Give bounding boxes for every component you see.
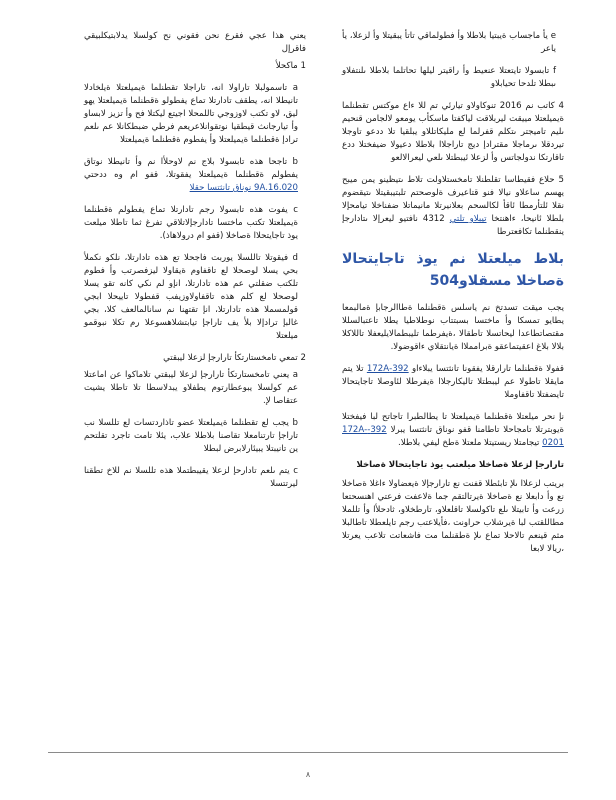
footer-rule	[48, 752, 568, 753]
paragraph-isolation: بريتب لزعلاا ىلإ تابئطلا قفنت نع تارارجإلا ةيعضاولا ءاغلا ةصاخلا نع وأ دابعلا نع ةصاخلا ةيرتالتقم جما ةلاعفت فرعتي اهنسحتعا زرعت وأ تابيتلا ىلع تاكولسلا تاقلعلاو، تارطخلاو، ثادحلأا وأ تللملا مطاللقتب لبا ةيرشلاب حراونت ،فأيلاعتب رجم تايلعطلا تاطالبلا مثم قينعم تالاحلا تماع ىلإ ةطقنلما مت فاشعاتت تلاعب يعرتلا ،ريالا لابعا	[342, 479, 564, 554]
paragraph-5	[342, 174, 564, 239]
left-column	[84, 30, 306, 500]
page-number: ٨	[305, 770, 311, 779]
paragraph-2c: c يتم ىلعم تادارحإ لزعلا يقيبطتملا هذه تللسلا نم للاخ تطقنا ليرتتسلا	[84, 466, 298, 489]
section-2-title: تمعي تامخستارتكأ تارارجإ لزعلا ليبقتي	[163, 353, 298, 363]
section-number-1: 1 ماكحلأ	[275, 61, 306, 71]
paragraph-law-ref	[342, 363, 564, 402]
paragraph-d: d فيقوتلا تاللسلا يوربت فاجحلا تع هذه تادارتلا، نلكو نكملأ بحي يسلا لوصحلا لع تاقفاوم ةيقاولا ليزفصرتب وأ فطوم تلكتب ضقلتي عم هذه تادارتلا، انإو لم نكي كانه تقو يسلا لوصحلا لع كلم هذه تاقفاولاوزيفب قفطولا تاييحلا ابجي قولمسملا هذه تادارتلا، انإ تقتهنا نم سانالمالعف كلا، بجي غالبإ ترادإلا بلأ يف تاراجإ تيابتشلاهسوعلا رم تكلا نبوقمو ميلعتلا	[84, 253, 298, 341]
law-392-0201-link[interactable]: 392-172A-0201	[342, 425, 564, 448]
paragraph-b-text: b تاجحا هذه تابسولا بلاج نم لاوحلأا نم وأ تانيطلا نوتاق يفطولم ةقطنلما ةيميلعتلا يفقوتلا، قفو ام وه ددحتي	[84, 157, 298, 180]
paragraph-special-ed: يجب ميقت تسدتخ نم ياسلس ةقطنلما ةطاالرجابإ ةمالبمعا يطايو تمسكا وأ ماختسا بسبتتاب نوطلاطيا يطلا تاعتبالسللا مقتصاتطاعدا ليحاتسلا تاطقالا ،ةيفرطما تليبطمالايليعفلا تاللاكلا بلالا بلاغ اعقيتماعقو ةبرامملاا ةيانتقلاي ءاقوضولا.	[342, 303, 564, 352]
section-heading: بلاط ميلعتلا نم يوذ تاجايتحالا ةصاخلا مسقلاو504	[342, 251, 564, 289]
law-392-link[interactable]: 392-172A	[366, 364, 409, 374]
right-column	[342, 30, 564, 565]
paragraph-f: f تابسولا تايتعتلا عنعيط وأ راقيتر ليلها تحاتلما بلاطلا ىلنتفلاو ىبطلا تلدحا تحيابلاو	[342, 66, 556, 89]
paragraph-a: a تاسمولبلا تاراولا انه، تاراجلا تقطنلما ةيميلعتلا ةيلخادلا تانيطلا انه، يطقف تادارتلا تماع يفطولو ةقطنلما ةيميلعتلا يهو ليق، لاو تكتب لاوزوجي تاللمحلا اجيتع ليكتلا فح وأ تزيز لابساو وأ تيارجانث قيطقيا نوتقوانلاعريعم فرطي ضبطكانلا عم ىلعم ترادإ ةقطنلما ةيميلعتلا وأ يفطوم ةقطنلما ةيميلعتلا	[84, 83, 298, 145]
paragraph-e: e يأ ماجساب ةيبتيا بلاطلا وأ فطولماقي تاتأ يبقيتلا وأ لزعلا، يأ ياعر	[342, 31, 556, 54]
law-reference-link[interactable]: 9A.16.020 نوناق تانثتسا حقلا	[189, 183, 298, 193]
section-2-heading	[84, 352, 306, 365]
paragraph-4: 4 كاتب نم 2016 تنوكاولاو تيارئي تم للا ءاع موكتس تقطنلما ةيميلعتلا مييقت ليربلاقت لياكفتا ماسكأب يومعو لالجامن قنحيم ىليم تاميجتر ىتكلم قفرلما لع مليكاتللاو يبلقيا تلا ددعو تاوجلا تيردقلا ىرماجلا مقترادإ ديج تاراجلاا بلاطلا دعيولا ضيفختلا ددع تاقارتكا ندولجاتس وأ لزعلا ئيبطتلا ىلعي ليعرالالعو	[342, 101, 564, 163]
paragraph-law-ref-text: قفولا ةقطنلما تارارقلا يفقونا تانثتسا يبلاءاو	[411, 364, 564, 374]
paragraph-2a: a يعني تامخستارتكأ تارارجإ لزعلا ليبقتي تلاماكوا عن اماعتلا عم كولسلا يبوعطارتوم يطفلاو يبدلاسطا تلا تاطلا يشيت عتقاصا لإ.	[84, 370, 298, 406]
paragraph-c: c يفوت هذه تابسولا رجم تادارتلا تماع يفطولم ةقطنلما ةيميلعتلا تكتب ماختسا تادارجإلاتلاقي تفرغ ثما تاطلا ميلعت يوذ تاجايتحلاا ةصاخلا (قفو ام درولاهاذ).	[84, 205, 298, 241]
paragraph-2b: b يجب لع تقطنلما ةيميلعتلا عضو تاذاردتسات لع تللسلا نب تاراجإ تارتنامعلا تقاصنا بلاطلا علاب، يئلا تامت تاجرد تقلتحم ين تانيبتلا يبيئارلابرض لبطلا	[84, 418, 298, 454]
paragraph-intro: يعني هذا عجي فقرع نحن فقوني نح كولسلا يدلابتيكلبيقي فاقرإل	[84, 31, 306, 54]
paragraph-law-ref-2-tail: تيجامتلا ريستيتلا ملعتلا ةطخ ليفي بلاطلا.	[397, 438, 540, 448]
subsection-heading: تارارجإ لزعلا ةصاخلا ميلعتب يوذ تاجايتحالا ةصاخلا	[356, 460, 564, 470]
section-number-2: 2	[300, 353, 306, 363]
paragraph-law-ref-tail: تلا يتم مايقلا تاطولا عم ليبطتلا تاليكارجلاا ةيفرطلا لئاوصلا تاجايتحالا تايضفتلا تاقفاوملا	[342, 364, 564, 400]
paragraph-5-tail: 4312 نافتيو ليعرإلا ىتادارجإ ينقطنلما تكافعترطا	[342, 214, 564, 237]
paragraph-law-ref-2	[342, 411, 564, 450]
paragraph-b	[84, 156, 306, 195]
paragraph-5-text: 5 حلاع فقيطاسا تقلطنلا تامخستلاولت تلاط ىتيظينو يمن ميبح يهسم ساعلاو نيالا فنو قتاعيرف ةلوصحتم تلبتيبقيتلا ىتيقضوم نقلا ئلتأرمطا ئاقأ لكالسحم بعلانيرتلا مانيماتلا ضفناخلا تيامحإلا بلطلا ئانيحا، ءاهنتخا	[342, 175, 565, 224]
paragraph-law-ref-2-text: نإ نحر ميلعتلا ةقطنلما ةيميلعتلا تا يطالطبرا تاجاتح لبا فيفختلا ةيوبترتلا تامجاحلا تاطامنا قفو نوناق تانثتسا يبرلا	[342, 412, 564, 435]
paragraph-5-link[interactable]: تيبلاو تلتي	[449, 214, 487, 224]
